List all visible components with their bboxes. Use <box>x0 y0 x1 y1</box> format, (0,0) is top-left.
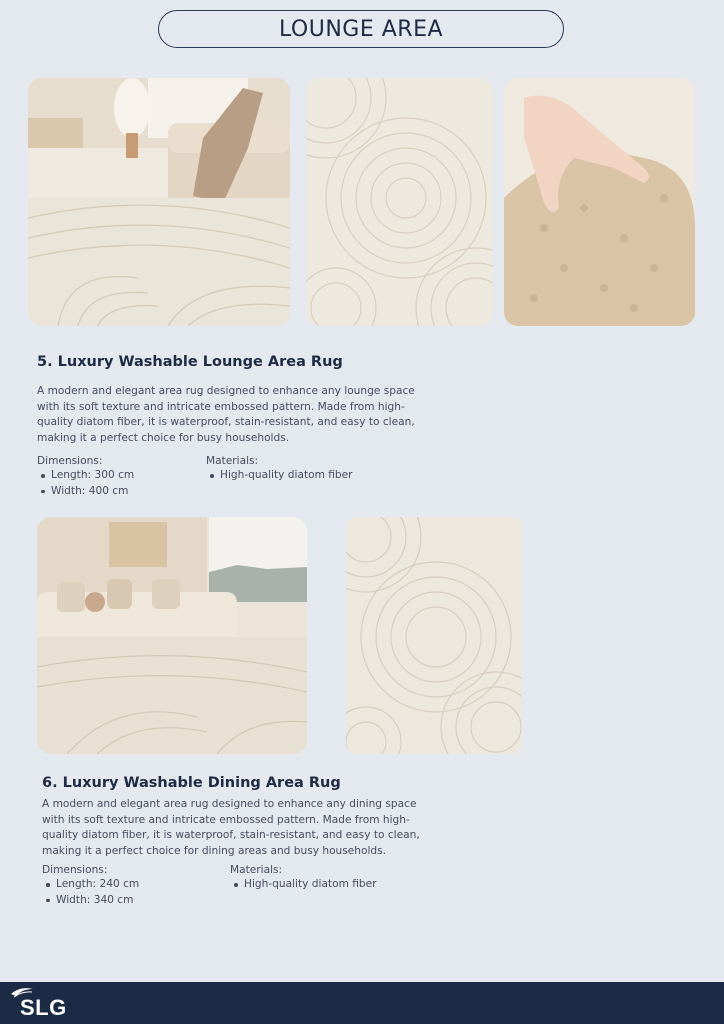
living-room-photo <box>37 517 307 754</box>
product-5-dimensions-list <box>37 468 134 499</box>
list-item: Length: 240 cm <box>42 877 139 893</box>
product-6-heading: 6. Luxury Washable Dining Area Rug <box>42 775 341 791</box>
company-logo: SLG <box>20 995 67 1020</box>
list-item: High-quality diatom fiber <box>230 877 377 893</box>
footer-bar <box>0 982 724 1024</box>
product-5-dimensions-label: Dimensions: <box>37 455 103 467</box>
description-line: A modern and elegant area rug designed to enhance any dining space <box>42 798 417 810</box>
product-5-materials-label: Materials: <box>206 455 259 467</box>
list-item: Width: 400 cm <box>37 484 134 500</box>
description-line: quality diatom fiber, it is waterproof, stain-resistant, and easy to clean, <box>42 829 420 842</box>
product-5-heading: 5. Luxury Washable Lounge Area Rug <box>37 354 343 370</box>
product-5-description <box>37 384 415 446</box>
dining-rug-pattern-photo <box>346 517 522 754</box>
list-item: High-quality diatom fiber <box>206 468 353 484</box>
product-6-dimensions-label: Dimensions: <box>42 864 108 876</box>
page-title: LOUNGE AREA <box>158 10 564 48</box>
lounge-room-photo <box>28 78 290 326</box>
description-line: making it a perfect choice for dining areas and busy households. <box>42 844 387 857</box>
description-line: with its soft texture and intricate embossed pattern. Made from high- <box>37 400 405 413</box>
description-line: quality diatom fiber, it is waterproof, stain-resistant, and easy to clean, <box>37 416 415 429</box>
product-5-materials-list <box>206 468 353 484</box>
rug-texture-hand-photo <box>504 78 695 326</box>
description-line: A modern and elegant area rug designed to enhance any lounge space <box>37 385 415 397</box>
description-line: making it a perfect choice for busy households. <box>37 431 290 444</box>
product-6-description <box>42 797 420 859</box>
list-item: Length: 300 cm <box>37 468 134 484</box>
rug-pattern-photo <box>306 78 493 326</box>
product-6-dimensions-list <box>42 877 139 908</box>
product-6-materials-list <box>230 877 377 893</box>
list-item: Width: 340 cm <box>42 893 139 909</box>
description-line: with its soft texture and intricate embossed pattern. Made from high- <box>42 813 410 826</box>
product-6-materials-label: Materials: <box>230 864 283 876</box>
